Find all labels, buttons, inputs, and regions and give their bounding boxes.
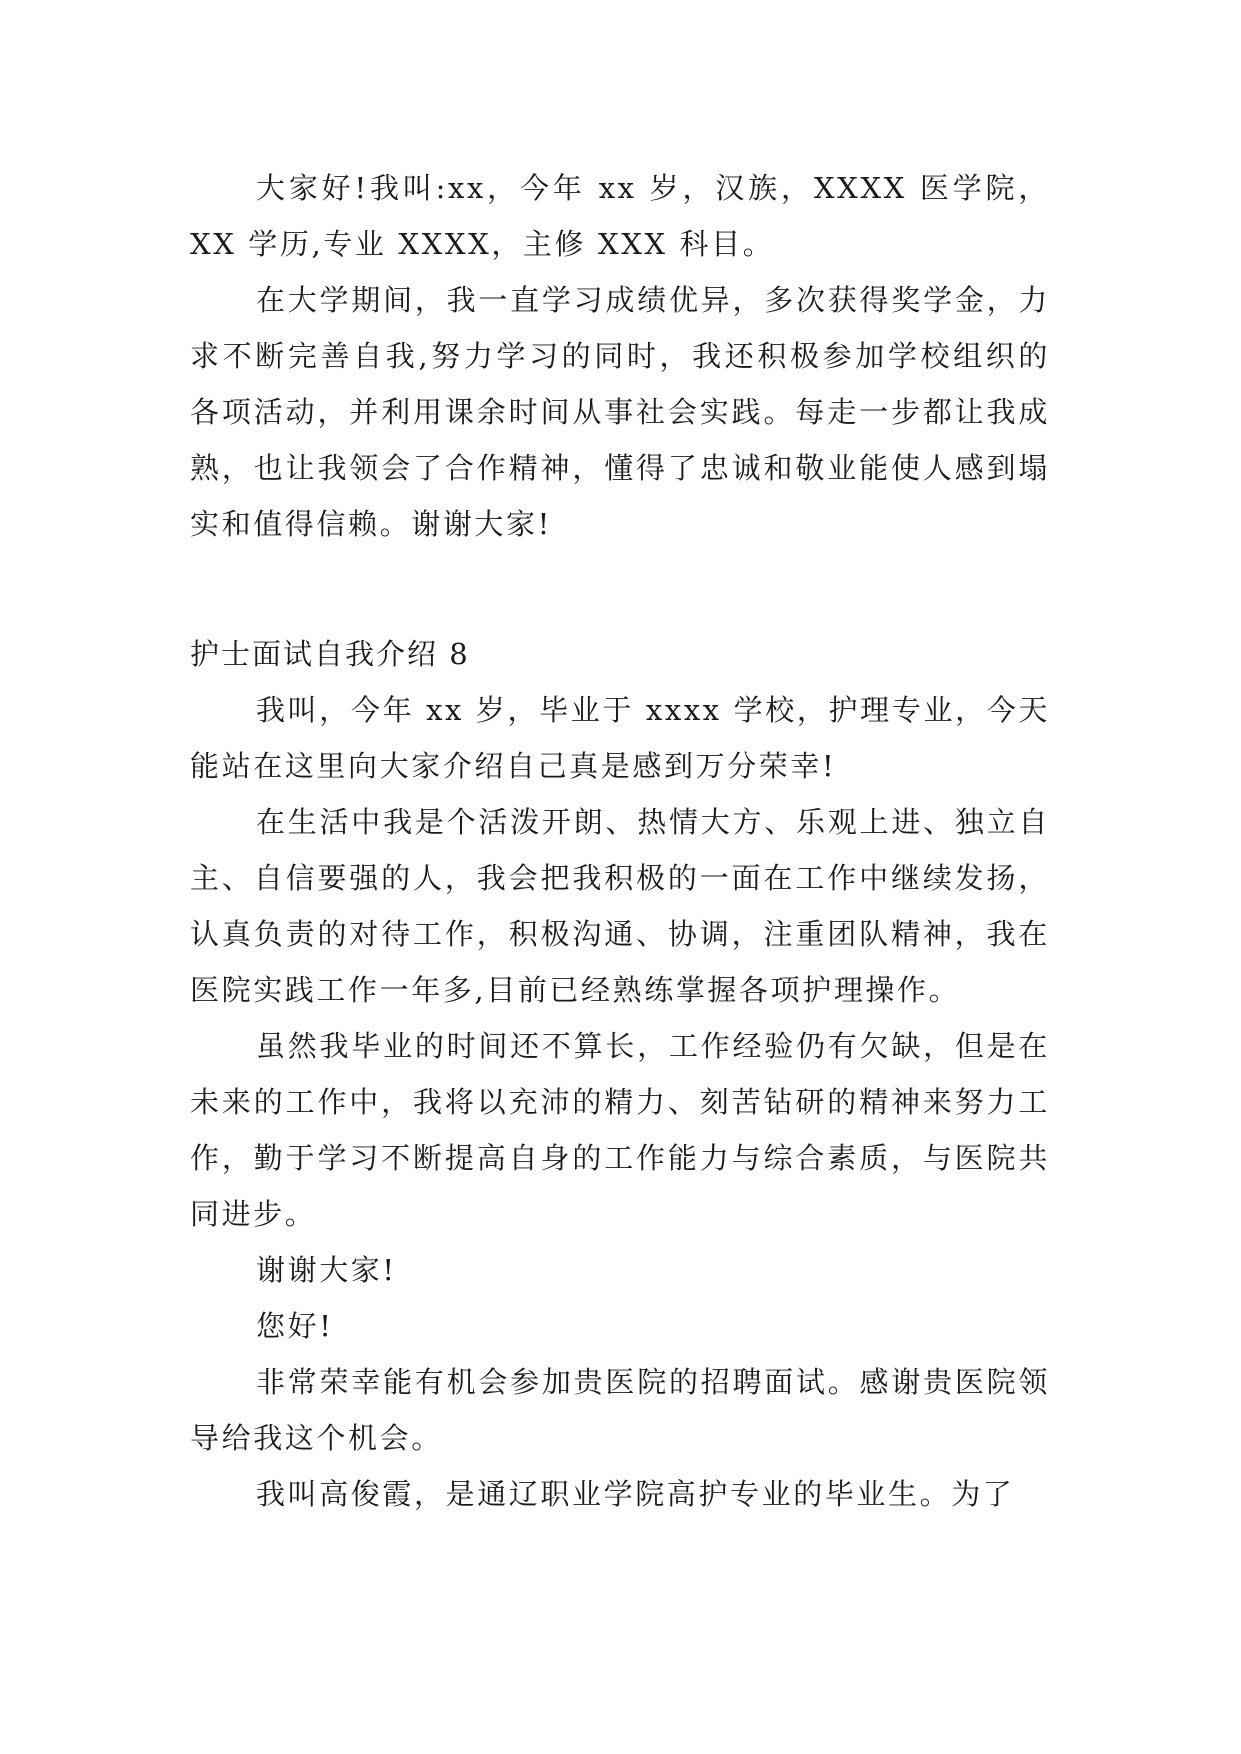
paragraph-4: 谢谢大家! <box>256 1253 397 1287</box>
document-body <box>190 160 1050 1522</box>
paragraph-2: 在生活中我是个活泼开朗、热情大方、乐观上进、独立自主、自信要强的人，我会把我积极的一面在工作中继续发扬，认真负责的对待工作，积极沟通、协调，注重团队精神，我在医院实践工作一年多,目前已经熟练掌握各项护理操作。 <box>190 805 1050 1007</box>
paragraph-intro-1: 大家好!我叫:xx，今年 xx 岁，汉族，XXXX 医学院，XX 学历,专业 XXXX，主修 XXX 科目。 <box>190 171 1050 261</box>
section-title: 护士面试自我介绍 8 <box>190 637 470 671</box>
paragraph-3: 虽然我毕业的时间还不算长，工作经验仍有欠缺，但是在未来的工作中，我将以充沛的精力、刻苦钻研的精神来努力工作，勤于学习不断提高自身的工作能力与综合素质，与医院共同进步。 <box>190 1029 1050 1231</box>
paragraph-intro-2: 在大学期间，我一直学习成绩优异，多次获得奖学金，力求不断完善自我,努力学习的同时，我还积极参加学校组织的各项活动，并利用课余时间从事社会实践。每走一步都让我成熟，也让我领会了合作精神，懂得了忠诚和敬业能使人感到塌实和值得信赖。谢谢大家! <box>190 283 1050 541</box>
section-spacer <box>190 552 1050 626</box>
paragraph-7: 我叫高俊霞，是通辽职业学院高护专业的毕业生。为了 <box>256 1477 1015 1511</box>
paragraph-6: 非常荣幸能有机会参加贵医院的招聘面试。感谢贵医院领导给我这个机会。 <box>190 1365 1050 1455</box>
paragraph-5: 您好! <box>256 1309 334 1343</box>
paragraph-1: 我叫，今年 xx 岁，毕业于 xxxx 学校，护理专业，今天能站在这里向大家介绍自己真是感到万分荣幸! <box>190 693 1050 783</box>
